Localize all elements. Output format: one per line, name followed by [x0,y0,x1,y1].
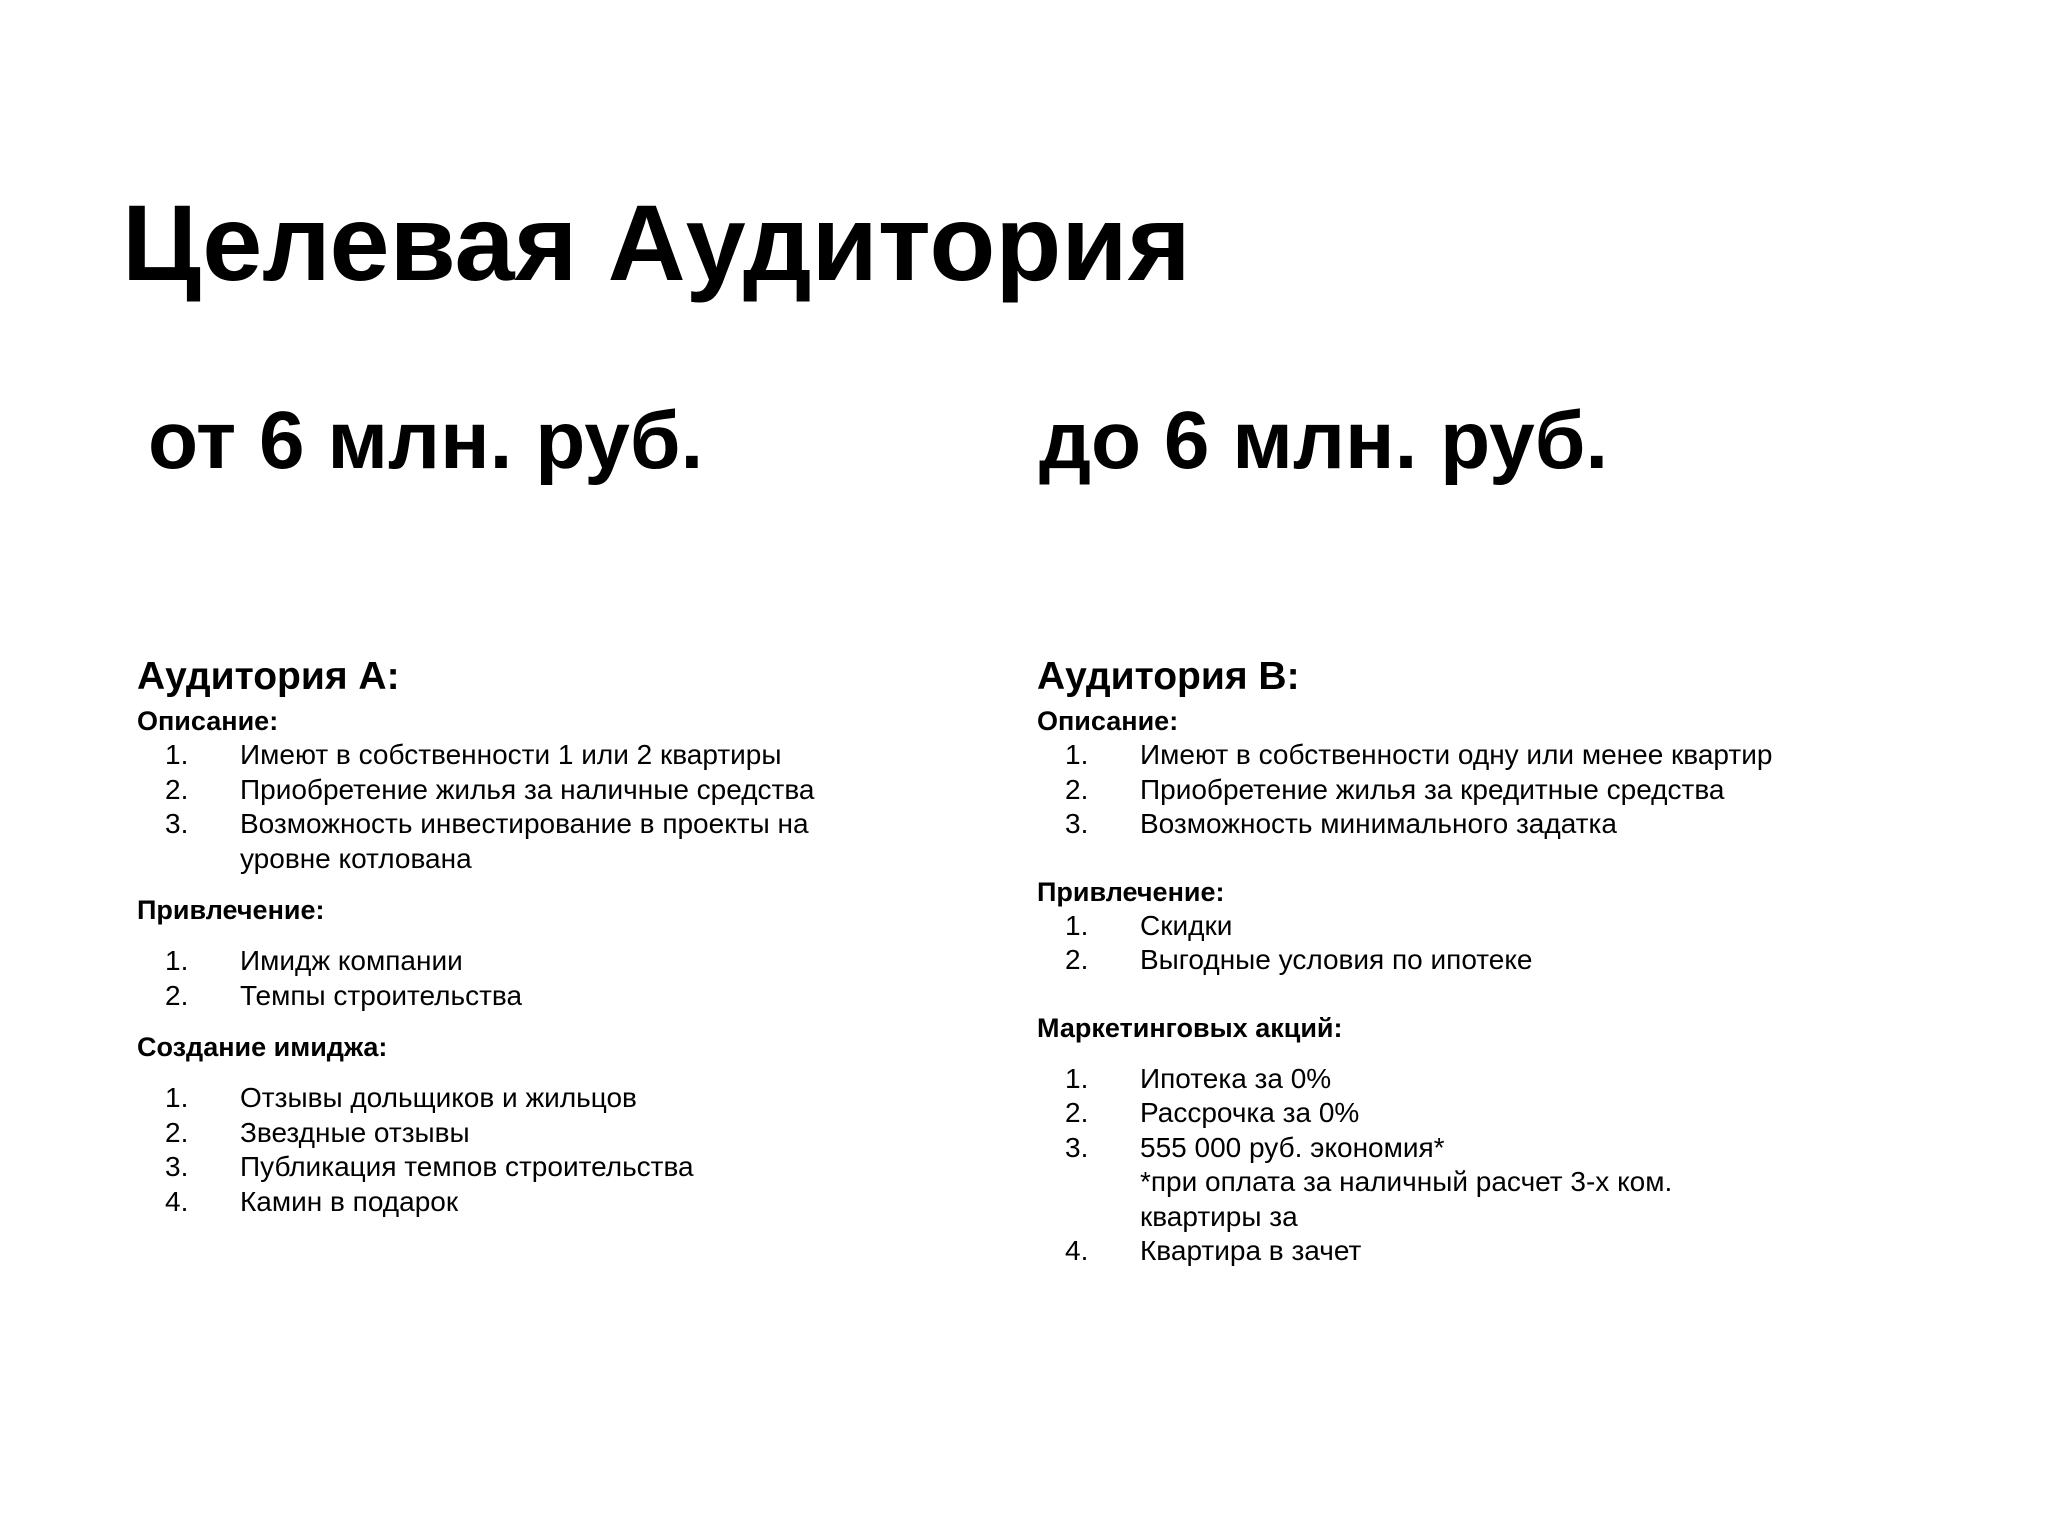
list-item [1037,909,1937,944]
audience-a-block [137,650,1037,1219]
list-item-number: 2. [1065,944,1089,975]
audience-b-marketing-list [1037,1062,1937,1269]
audience-a-description-list [137,738,1037,876]
list-item-text: Камин в подарок [240,1185,459,1217]
price-heading-to: до 6 млн. руб. [1039,395,1609,486]
list-item-number: 1. [1065,909,1089,941]
list-item-number: 3. [1065,808,1089,839]
list-item [1037,738,1937,773]
audience-a-heading: Аудитория А: [137,655,400,698]
list-item-text: Имеют в собственности одну или менее квартир [1140,739,1773,770]
audience-b-heading: Аудитория В: [1037,655,1300,698]
audience-b-attraction-label: Привлечение: [1037,876,1225,907]
audience-b-description-label: Описание: [1037,706,1179,736]
list-item [137,1185,1037,1220]
list-item-number: 3. [165,1151,189,1182]
list-item-number: 2. [1065,773,1089,805]
list-item-text: Отзывы дольщиков и жильцов [240,1082,637,1113]
list-item [1037,1234,1937,1269]
list-item-number: 1. [165,739,189,770]
list-item-text: Возможность инвестирование в проекты на [240,808,809,839]
list-item [137,944,1037,979]
list-item [137,1081,1037,1116]
list-item-text: Ипотека за 0% [1140,1062,1332,1094]
audience-a-description-label: Описание: [137,706,279,736]
list-item-number: 3. [1065,1131,1089,1163]
list-item [137,807,1037,876]
list-item [1037,1131,1937,1235]
list-item-text: Имеют в собственности 1 или 2 квартиры [240,739,782,770]
audience-a-attraction-label: Привлечение: [137,895,325,925]
list-item-text: уровне котлована [240,842,472,874]
list-item [1037,943,1937,978]
list-item-text: Приобретение жилья за наличные средства [240,773,815,805]
list-item-number: 2. [165,979,189,1011]
list-item-text: Публикация темпов строительства [240,1151,694,1182]
list-item-number: 1. [1065,739,1089,770]
list-item [1037,807,1937,842]
list-item-number: 4. [1065,1235,1089,1266]
list-item-number: 1. [1065,1062,1089,1094]
list-item [137,738,1037,773]
audience-b-attraction-list [1037,909,1937,978]
list-item-text: Скидки [1140,909,1233,941]
list-item-text: Темпы строительства [240,979,523,1011]
list-item-text: Выгодные условия по ипотеке [1140,944,1533,975]
list-item-number: 4. [165,1185,189,1217]
list-item [137,979,1037,1014]
audience-a-image-label: Создание имиджа: [137,1032,388,1062]
list-item [1037,773,1937,808]
list-item [137,1150,1037,1185]
list-item [1037,1062,1937,1097]
list-item-number: 3. [165,808,189,839]
list-item-text: 555 000 руб. экономия* [1140,1131,1445,1163]
list-item-text: Квартира в зачет [1140,1235,1362,1266]
list-item-text: Рассрочка за 0% [1140,1097,1360,1128]
list-item [137,773,1037,808]
slide-title: Целевая Аудитория [122,182,1191,303]
list-item-text: Приобретение жилья за кредитные средства [1140,773,1725,805]
audience-a-image-list [137,1081,1037,1219]
list-item [137,1116,1037,1151]
audience-a-attraction-list [137,944,1037,1013]
audience-b-block [1037,650,1937,1269]
list-item-text: Имидж компании [240,945,463,976]
list-item-number: 1. [165,1082,189,1113]
list-item-text: квартиры за [1140,1200,1298,1232]
list-item-text: Возможность минимального задатка [1140,808,1617,839]
price-heading-from: от 6 млн. руб. [148,395,704,486]
list-item [1037,1096,1937,1131]
list-item-number: 2. [165,773,189,805]
list-item-text: *при оплата за наличный расчет 3-х ком. [1140,1166,1673,1197]
audience-b-marketing-label: Маркетинговых акций: [1037,1012,1343,1043]
list-item-number: 2. [165,1116,189,1148]
list-item-number: 2. [1065,1097,1089,1128]
list-item-text: Звездные отзывы [240,1116,470,1148]
list-item-number: 1. [165,945,189,976]
audience-b-description-list [1037,738,1937,842]
